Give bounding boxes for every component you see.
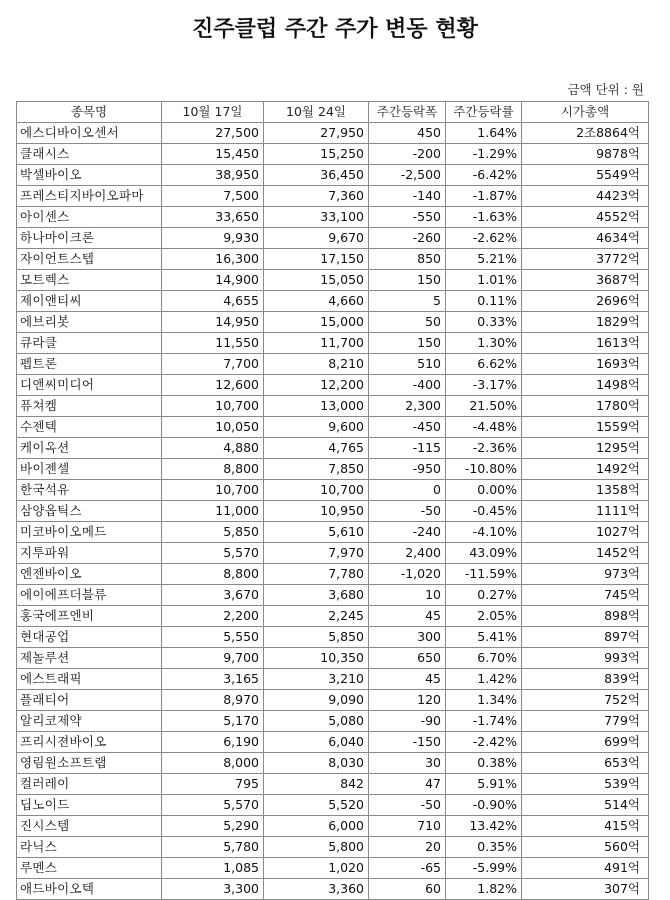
- price-oct17-cell: 8,800: [162, 564, 264, 585]
- market-cap-cell: 4423억: [522, 186, 649, 207]
- weekly-change-rate-cell: 0.11%: [446, 291, 522, 312]
- table-row: [17, 186, 649, 207]
- weekly-change-cell: 710: [369, 816, 446, 837]
- market-cap-cell: 839억: [522, 669, 649, 690]
- price-oct24-cell: 13,000: [264, 396, 369, 417]
- price-oct17-cell: 11,550: [162, 333, 264, 354]
- price-oct24-cell: 8,210: [264, 354, 369, 375]
- weekly-change-rate-cell: -6.42%: [446, 165, 522, 186]
- header-stock-name: 종목명: [17, 102, 162, 123]
- stock-name-cell: 제이앤티씨: [17, 291, 162, 312]
- price-oct17-cell: 7,700: [162, 354, 264, 375]
- price-oct17-cell: 3,670: [162, 585, 264, 606]
- weekly-change-cell: 450: [369, 123, 446, 144]
- market-cap-cell: 514억: [522, 795, 649, 816]
- weekly-change-rate-cell: 5.91%: [446, 774, 522, 795]
- unit-note: 금액 단위 : 원: [567, 82, 644, 97]
- weekly-change-rate-cell: -10.80%: [446, 459, 522, 480]
- stock-name-cell: 큐라클: [17, 333, 162, 354]
- price-oct24-cell: 5,850: [264, 627, 369, 648]
- price-oct17-cell: 10,700: [162, 396, 264, 417]
- weekly-change-rate-cell: 1.34%: [446, 690, 522, 711]
- price-oct24-cell: 7,360: [264, 186, 369, 207]
- stock-name-cell: 에이에프더블류: [17, 585, 162, 606]
- stock-name-cell: 하나마이크론: [17, 228, 162, 249]
- price-oct17-cell: 3,165: [162, 669, 264, 690]
- price-oct24-cell: 36,450: [264, 165, 369, 186]
- market-cap-cell: 539억: [522, 774, 649, 795]
- price-oct17-cell: 10,700: [162, 480, 264, 501]
- price-oct17-cell: 6,190: [162, 732, 264, 753]
- stock-name-cell: 진시스템: [17, 816, 162, 837]
- weekly-change-rate-cell: 6.62%: [446, 354, 522, 375]
- weekly-change-rate-cell: -3.17%: [446, 375, 522, 396]
- price-oct24-cell: 5,080: [264, 711, 369, 732]
- price-oct24-cell: 3,210: [264, 669, 369, 690]
- price-oct17-cell: 8,970: [162, 690, 264, 711]
- stock-name-cell: 바이젠셀: [17, 459, 162, 480]
- weekly-change-cell: 45: [369, 669, 446, 690]
- weekly-change-cell: -90: [369, 711, 446, 732]
- market-cap-cell: 9878억: [522, 144, 649, 165]
- weekly-change-cell: 20: [369, 837, 446, 858]
- stock-name-cell: 딥노이드: [17, 795, 162, 816]
- weekly-change-rate-cell: -1.29%: [446, 144, 522, 165]
- price-oct17-cell: 27,500: [162, 123, 264, 144]
- weekly-change-cell: 0: [369, 480, 446, 501]
- price-oct17-cell: 5,290: [162, 816, 264, 837]
- weekly-change-rate-cell: 6.70%: [446, 648, 522, 669]
- table-row: [17, 879, 649, 900]
- table-row: [17, 123, 649, 144]
- market-cap-cell: 5549억: [522, 165, 649, 186]
- price-oct24-cell: 10,950: [264, 501, 369, 522]
- weekly-change-cell: 60: [369, 879, 446, 900]
- table-row: [17, 669, 649, 690]
- stock-name-cell: 플래티어: [17, 690, 162, 711]
- header-weekly-change: 주간등락폭: [369, 102, 446, 123]
- stock-name-cell: 지투파워: [17, 543, 162, 564]
- weekly-change-rate-cell: 0.27%: [446, 585, 522, 606]
- price-oct17-cell: 1,085: [162, 858, 264, 879]
- market-cap-cell: 1027억: [522, 522, 649, 543]
- page-title: 진주클럽 주간 주가 변동 현황: [192, 17, 478, 42]
- weekly-change-cell: 10: [369, 585, 446, 606]
- stock-name-cell: 현대공업: [17, 627, 162, 648]
- market-cap-cell: 1358억: [522, 480, 649, 501]
- price-oct24-cell: 6,000: [264, 816, 369, 837]
- market-cap-cell: 779억: [522, 711, 649, 732]
- weekly-change-rate-cell: -2.62%: [446, 228, 522, 249]
- stock-name-cell: 미코바이오메드: [17, 522, 162, 543]
- market-cap-cell: 973억: [522, 564, 649, 585]
- weekly-change-cell: -150: [369, 732, 446, 753]
- table-row: [17, 249, 649, 270]
- weekly-change-rate-cell: 1.42%: [446, 669, 522, 690]
- weekly-change-cell: 510: [369, 354, 446, 375]
- price-oct17-cell: 33,650: [162, 207, 264, 228]
- stock-name-cell: 한국석유: [17, 480, 162, 501]
- stock-name-cell: 알리코제약: [17, 711, 162, 732]
- stock-name-cell: 모트렉스: [17, 270, 162, 291]
- weekly-change-cell: -140: [369, 186, 446, 207]
- stock-name-cell: 자이언트스텝: [17, 249, 162, 270]
- market-cap-cell: 993억: [522, 648, 649, 669]
- table-row: [17, 627, 649, 648]
- table-row: [17, 228, 649, 249]
- price-oct17-cell: 38,950: [162, 165, 264, 186]
- weekly-change-cell: -260: [369, 228, 446, 249]
- stock-name-cell: 박셀바이오: [17, 165, 162, 186]
- price-oct17-cell: 15,450: [162, 144, 264, 165]
- weekly-change-cell: -50: [369, 501, 446, 522]
- price-oct24-cell: 842: [264, 774, 369, 795]
- weekly-change-rate-cell: -1.87%: [446, 186, 522, 207]
- table-row: [17, 858, 649, 879]
- price-oct17-cell: 5,780: [162, 837, 264, 858]
- table-row: [17, 711, 649, 732]
- table-row: [17, 480, 649, 501]
- price-oct24-cell: 10,350: [264, 648, 369, 669]
- weekly-change-cell: -400: [369, 375, 446, 396]
- weekly-change-cell: -450: [369, 417, 446, 438]
- market-cap-cell: 1111억: [522, 501, 649, 522]
- table-row: [17, 396, 649, 417]
- weekly-change-cell: -115: [369, 438, 446, 459]
- market-cap-cell: 1295억: [522, 438, 649, 459]
- weekly-change-rate-cell: 1.82%: [446, 879, 522, 900]
- weekly-change-cell: 120: [369, 690, 446, 711]
- price-oct24-cell: 15,050: [264, 270, 369, 291]
- stock-name-cell: 삼양옵틱스: [17, 501, 162, 522]
- price-oct17-cell: 2,200: [162, 606, 264, 627]
- table-row: [17, 144, 649, 165]
- weekly-change-rate-cell: 21.50%: [446, 396, 522, 417]
- header-weekly-change-rate: 주간등락률: [446, 102, 522, 123]
- weekly-change-rate-cell: 5.21%: [446, 249, 522, 270]
- table-row: [17, 774, 649, 795]
- market-cap-cell: 491억: [522, 858, 649, 879]
- stock-name-cell: 엔젠바이오: [17, 564, 162, 585]
- weekly-change-rate-cell: 0.35%: [446, 837, 522, 858]
- market-cap-cell: 307억: [522, 879, 649, 900]
- table-row: [17, 585, 649, 606]
- market-cap-cell: 1492억: [522, 459, 649, 480]
- price-oct24-cell: 5,520: [264, 795, 369, 816]
- market-cap-cell: 1498억: [522, 375, 649, 396]
- market-cap-cell: 4552억: [522, 207, 649, 228]
- table-row: [17, 690, 649, 711]
- price-oct17-cell: 9,930: [162, 228, 264, 249]
- weekly-change-cell: 2,300: [369, 396, 446, 417]
- stock-name-cell: 에브리봇: [17, 312, 162, 333]
- price-oct24-cell: 15,000: [264, 312, 369, 333]
- stock-name-cell: 펩트론: [17, 354, 162, 375]
- price-oct24-cell: 3,360: [264, 879, 369, 900]
- weekly-change-rate-cell: -4.48%: [446, 417, 522, 438]
- stock-name-cell: 에스트래픽: [17, 669, 162, 690]
- table-row: [17, 375, 649, 396]
- stock-name-cell: 디앤씨미디어: [17, 375, 162, 396]
- weekly-change-cell: 850: [369, 249, 446, 270]
- price-oct17-cell: 7,500: [162, 186, 264, 207]
- stock-name-cell: 제놀루션: [17, 648, 162, 669]
- weekly-change-cell: -950: [369, 459, 446, 480]
- price-oct24-cell: 2,245: [264, 606, 369, 627]
- price-oct24-cell: 5,800: [264, 837, 369, 858]
- stock-name-cell: 라닉스: [17, 837, 162, 858]
- table-header-row: [17, 102, 649, 123]
- price-oct24-cell: 9,600: [264, 417, 369, 438]
- weekly-change-rate-cell: -2.36%: [446, 438, 522, 459]
- stock-name-cell: 수젠텍: [17, 417, 162, 438]
- market-cap-cell: 1613억: [522, 333, 649, 354]
- stock-name-cell: 프리시젼바이오: [17, 732, 162, 753]
- table-row: [17, 438, 649, 459]
- price-oct17-cell: 11,000: [162, 501, 264, 522]
- weekly-change-rate-cell: -5.99%: [446, 858, 522, 879]
- price-oct17-cell: 5,570: [162, 795, 264, 816]
- market-cap-cell: 1452억: [522, 543, 649, 564]
- weekly-change-cell: -240: [369, 522, 446, 543]
- price-oct24-cell: 17,150: [264, 249, 369, 270]
- weekly-change-rate-cell: -1.63%: [446, 207, 522, 228]
- table-row: [17, 270, 649, 291]
- price-oct17-cell: 10,050: [162, 417, 264, 438]
- price-oct24-cell: 11,700: [264, 333, 369, 354]
- header-market-cap: 시가총액: [522, 102, 649, 123]
- weekly-change-cell: -550: [369, 207, 446, 228]
- table-row: [17, 354, 649, 375]
- table-row: [17, 207, 649, 228]
- stock-name-cell: 루멘스: [17, 858, 162, 879]
- price-oct17-cell: 14,950: [162, 312, 264, 333]
- weekly-change-cell: 50: [369, 312, 446, 333]
- price-oct17-cell: 8,800: [162, 459, 264, 480]
- weekly-change-cell: 300: [369, 627, 446, 648]
- price-oct17-cell: 12,600: [162, 375, 264, 396]
- market-cap-cell: 2조8864억: [522, 123, 649, 144]
- market-cap-cell: 898억: [522, 606, 649, 627]
- weekly-change-cell: -1,020: [369, 564, 446, 585]
- stock-price-table: [16, 101, 649, 900]
- table-row: [17, 606, 649, 627]
- price-oct24-cell: 7,780: [264, 564, 369, 585]
- table-row: [17, 837, 649, 858]
- price-oct24-cell: 4,765: [264, 438, 369, 459]
- price-oct17-cell: 14,900: [162, 270, 264, 291]
- weekly-change-cell: -2,500: [369, 165, 446, 186]
- table-row: [17, 795, 649, 816]
- table-row: [17, 522, 649, 543]
- weekly-change-rate-cell: 43.09%: [446, 543, 522, 564]
- weekly-change-rate-cell: 13.42%: [446, 816, 522, 837]
- price-oct24-cell: 7,850: [264, 459, 369, 480]
- stock-name-cell: 에스디바이오센서: [17, 123, 162, 144]
- market-cap-cell: 897억: [522, 627, 649, 648]
- weekly-change-cell: 150: [369, 270, 446, 291]
- weekly-change-cell: 30: [369, 753, 446, 774]
- weekly-change-rate-cell: -11.59%: [446, 564, 522, 585]
- market-cap-cell: 1829억: [522, 312, 649, 333]
- market-cap-cell: 4634억: [522, 228, 649, 249]
- weekly-change-cell: 47: [369, 774, 446, 795]
- market-cap-cell: 752억: [522, 690, 649, 711]
- table-row: [17, 543, 649, 564]
- price-oct17-cell: 8,000: [162, 753, 264, 774]
- market-cap-cell: 699억: [522, 732, 649, 753]
- price-oct24-cell: 33,100: [264, 207, 369, 228]
- market-cap-cell: 1559억: [522, 417, 649, 438]
- weekly-change-cell: -50: [369, 795, 446, 816]
- weekly-change-rate-cell: -0.90%: [446, 795, 522, 816]
- stock-name-cell: 영림원소프트랩: [17, 753, 162, 774]
- weekly-change-cell: 150: [369, 333, 446, 354]
- weekly-change-rate-cell: 0.38%: [446, 753, 522, 774]
- price-oct17-cell: 5,550: [162, 627, 264, 648]
- weekly-change-rate-cell: 1.30%: [446, 333, 522, 354]
- weekly-change-cell: -65: [369, 858, 446, 879]
- market-cap-cell: 1693억: [522, 354, 649, 375]
- header-oct24: 10월 24일: [264, 102, 369, 123]
- weekly-change-rate-cell: 1.01%: [446, 270, 522, 291]
- price-oct24-cell: 5,610: [264, 522, 369, 543]
- weekly-change-rate-cell: 2.05%: [446, 606, 522, 627]
- table-row: [17, 459, 649, 480]
- weekly-change-cell: 650: [369, 648, 446, 669]
- weekly-change-rate-cell: -4.10%: [446, 522, 522, 543]
- price-oct24-cell: 4,660: [264, 291, 369, 312]
- price-oct24-cell: 12,200: [264, 375, 369, 396]
- table-row: [17, 312, 649, 333]
- price-oct17-cell: 5,170: [162, 711, 264, 732]
- table-row: [17, 564, 649, 585]
- price-oct24-cell: 7,970: [264, 543, 369, 564]
- price-oct24-cell: 15,250: [264, 144, 369, 165]
- stock-name-cell: 아이센스: [17, 207, 162, 228]
- price-oct17-cell: 5,850: [162, 522, 264, 543]
- weekly-change-cell: -200: [369, 144, 446, 165]
- price-oct24-cell: 27,950: [264, 123, 369, 144]
- price-oct24-cell: 8,030: [264, 753, 369, 774]
- table-row: [17, 291, 649, 312]
- price-oct24-cell: 9,090: [264, 690, 369, 711]
- table-row: [17, 816, 649, 837]
- table-row: [17, 165, 649, 186]
- weekly-change-cell: 45: [369, 606, 446, 627]
- market-cap-cell: 3687억: [522, 270, 649, 291]
- market-cap-cell: 1780억: [522, 396, 649, 417]
- weekly-change-rate-cell: -1.74%: [446, 711, 522, 732]
- price-oct17-cell: 3,300: [162, 879, 264, 900]
- weekly-change-rate-cell: -0.45%: [446, 501, 522, 522]
- table-row: [17, 417, 649, 438]
- price-oct24-cell: 1,020: [264, 858, 369, 879]
- table-row: [17, 501, 649, 522]
- weekly-change-rate-cell: -2.42%: [446, 732, 522, 753]
- price-oct24-cell: 10,700: [264, 480, 369, 501]
- stock-name-cell: 애드바이오텍: [17, 879, 162, 900]
- stock-name-cell: 케이옥션: [17, 438, 162, 459]
- weekly-change-rate-cell: 1.64%: [446, 123, 522, 144]
- header-oct17: 10월 17일: [162, 102, 264, 123]
- table-row: [17, 732, 649, 753]
- stock-name-cell: 클래시스: [17, 144, 162, 165]
- table-body: [17, 123, 649, 900]
- stock-name-cell: 프레스티지바이오파마: [17, 186, 162, 207]
- stock-name-cell: 퓨쳐켐: [17, 396, 162, 417]
- market-cap-cell: 415억: [522, 816, 649, 837]
- price-oct17-cell: 9,700: [162, 648, 264, 669]
- price-oct17-cell: 16,300: [162, 249, 264, 270]
- price-oct24-cell: 3,680: [264, 585, 369, 606]
- stock-name-cell: 컬러레이: [17, 774, 162, 795]
- weekly-change-cell: 2,400: [369, 543, 446, 564]
- price-oct17-cell: 795: [162, 774, 264, 795]
- table-row: [17, 333, 649, 354]
- price-oct17-cell: 5,570: [162, 543, 264, 564]
- weekly-change-rate-cell: 0.00%: [446, 480, 522, 501]
- market-cap-cell: 3772억: [522, 249, 649, 270]
- weekly-change-rate-cell: 0.33%: [446, 312, 522, 333]
- market-cap-cell: 653억: [522, 753, 649, 774]
- price-oct17-cell: 4,880: [162, 438, 264, 459]
- stock-name-cell: 홍국에프엔비: [17, 606, 162, 627]
- weekly-change-cell: 5: [369, 291, 446, 312]
- market-cap-cell: 560억: [522, 837, 649, 858]
- market-cap-cell: 2696억: [522, 291, 649, 312]
- market-cap-cell: 745억: [522, 585, 649, 606]
- price-oct17-cell: 4,655: [162, 291, 264, 312]
- weekly-change-rate-cell: 5.41%: [446, 627, 522, 648]
- table-row: [17, 648, 649, 669]
- price-oct24-cell: 9,670: [264, 228, 369, 249]
- table-row: [17, 753, 649, 774]
- price-oct24-cell: 6,040: [264, 732, 369, 753]
